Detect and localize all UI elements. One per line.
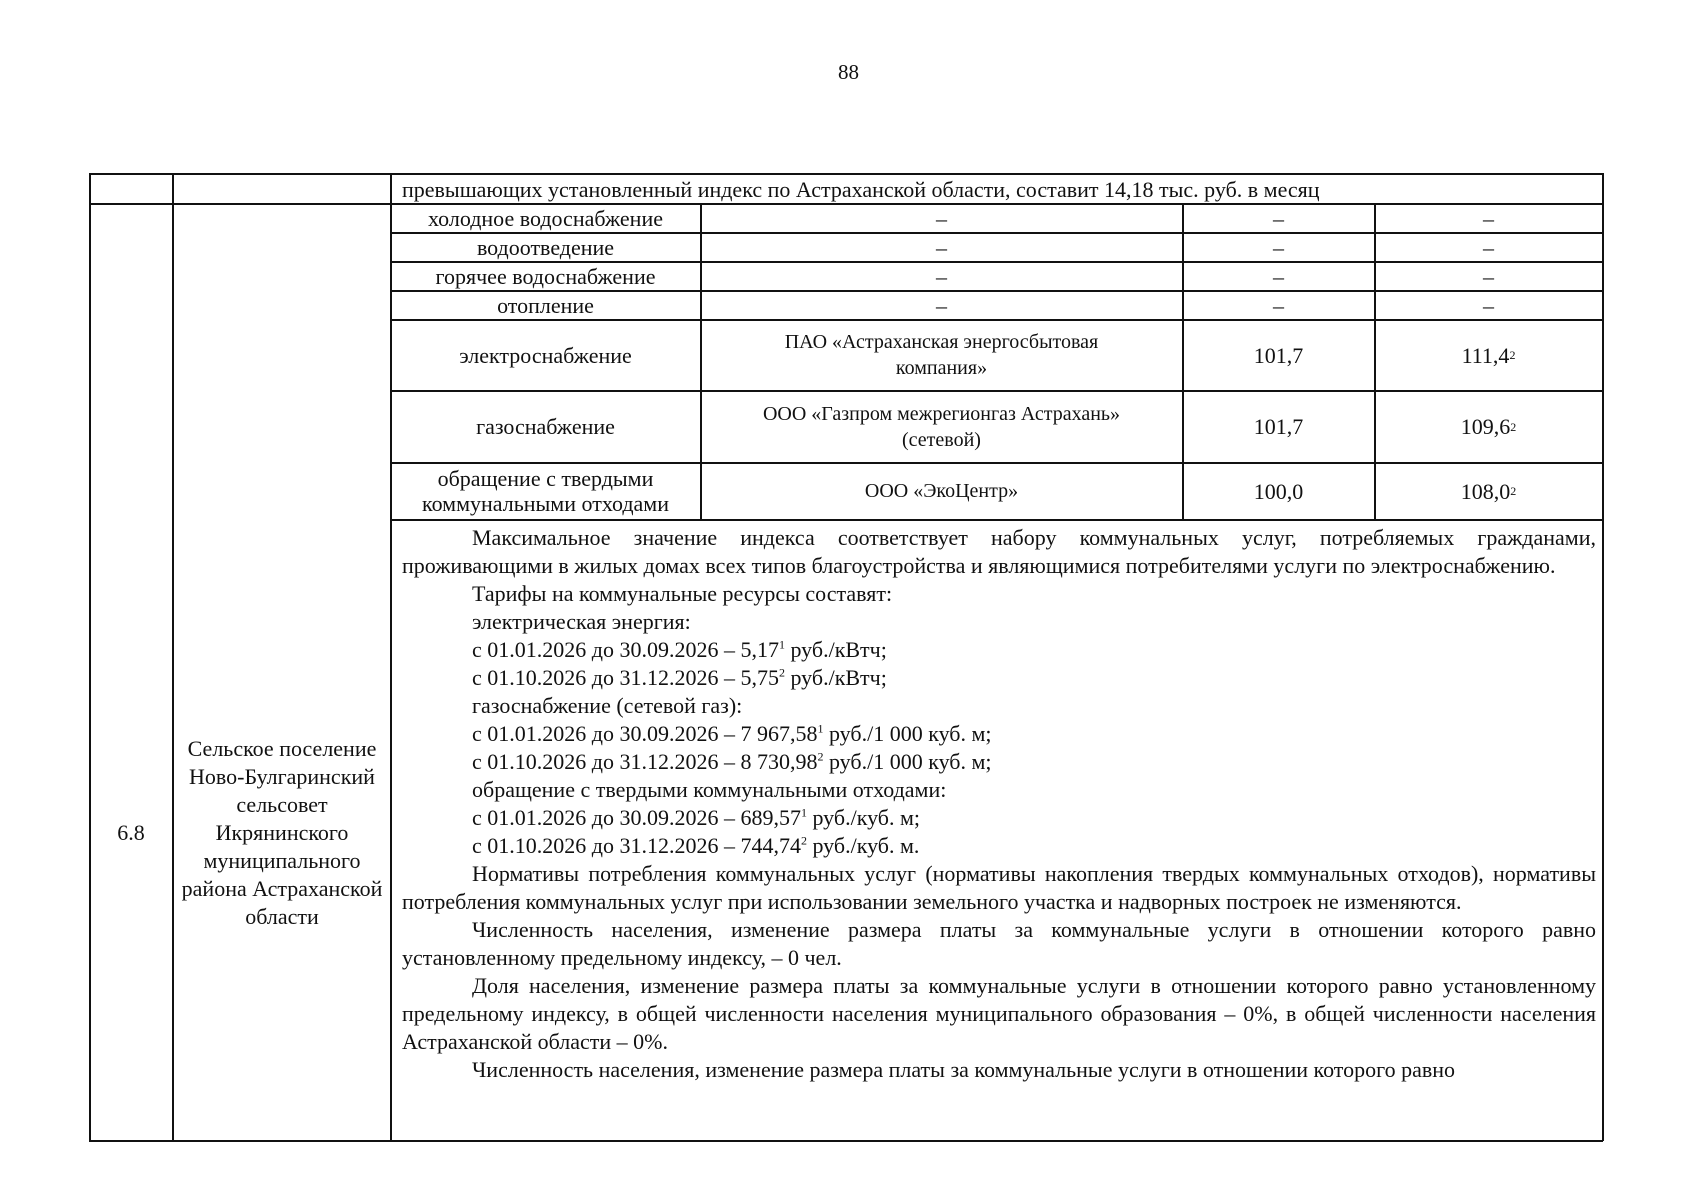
service-provider: – (936, 263, 947, 289)
service-index-1: – (1273, 205, 1284, 231)
tariff-line (402, 832, 1596, 860)
index-value: 109,6 (1460, 414, 1511, 439)
tariff-unit: руб./куб. м. (806, 833, 920, 858)
footnote-mark: 1 (817, 721, 824, 736)
paragraph: Тарифы на коммунальные ресурсы составят: (472, 581, 893, 606)
service-index-2: – (1483, 292, 1494, 318)
description-text (402, 524, 1596, 1084)
tariff-text: с 01.01.2026 до 30.09.2026 – 7 967,58 (472, 721, 818, 746)
tariff-unit: руб./1 000 куб. м; (823, 749, 992, 774)
tariff-unit: руб./куб. м; (806, 805, 921, 830)
service-index-1: – (1273, 292, 1284, 318)
footnote-mark: 2 (800, 833, 807, 848)
tariff-heading: газоснабжение (сетевой газ): (472, 693, 743, 718)
paragraph: Нормативы потребления коммунальных услуг (нормативы накопления твердых коммунальных отходов), нормативы потребления коммунальных услуг при использовании земельного участка и надворных построек не изменяются. (402, 861, 1596, 914)
tariff-line (402, 636, 1596, 664)
municipality-text: Сельское поселение Ново-Булгаринский сельсовет Икрянинского муниципального района Астраханской области (181, 735, 383, 929)
paragraph: Максимальное значение индекса соответствует набору коммунальных услуг, потребляемых гражданами, проживающими в жилых домах всех типов благоустройства и являющимися потребителями услуги по электроснабжению. (402, 525, 1596, 578)
footnote-mark: 1 (800, 805, 807, 820)
municipality-name (173, 524, 391, 1141)
tariff-line (402, 664, 1596, 692)
service-index-1: 101,7 (1253, 342, 1304, 368)
service-name: водоотведение (476, 234, 615, 260)
tariff-text: с 01.01.2026 до 30.09.2026 – 689,57 (472, 805, 801, 830)
continuation-text: превышающих установленный индекс по Астраханской области, составит 14,18 тыс. руб. в месяц (402, 177, 1320, 202)
paragraph: Численность населения, изменение размера платы за коммунальные услуги в отношении которого равно (472, 1057, 1456, 1082)
tariff-text: с 01.10.2026 до 31.12.2026 – 744,74 (472, 833, 801, 858)
service-index-2: 109,6 2 (1460, 414, 1517, 439)
service-index-2: – (1483, 263, 1494, 289)
service-index-2: 108,0 2 (1460, 478, 1517, 504)
service-name: холодное водоснабжение (428, 205, 663, 231)
service-index-1: 101,7 (1253, 414, 1304, 439)
service-provider: ООО «Газпром межрегионгаз Астрахань» (сетевой) (762, 402, 1121, 451)
service-name: газоснабжение (476, 414, 615, 439)
tariff-heading: обращение с твердыми коммунальными отходами: (472, 777, 947, 802)
table-border-top (89, 173, 1603, 175)
tariff-line (402, 720, 1596, 748)
service-name: обращение с твердыми коммунальными отходами (422, 466, 669, 516)
service-provider: ПАО «Астраханская энергосбытовая компания» (784, 331, 1099, 379)
table-border-right (1602, 173, 1604, 1141)
row-code: 6.8 (117, 820, 145, 845)
row-divider (391, 519, 1603, 521)
service-index-2: – (1483, 234, 1494, 260)
index-value: 111,4 (1461, 342, 1510, 368)
footnote-mark: 2 (778, 665, 785, 680)
page-number: 88 (838, 60, 859, 84)
paragraph: Численность населения, изменение размера платы за коммунальные услуги в отношении которого равно установленному предельному индексу, – 0 чел. (402, 917, 1596, 970)
tariff-text: с 01.10.2026 до 31.12.2026 – 5,75 (472, 665, 779, 690)
tariff-unit: руб./1 000 куб. м; (823, 721, 992, 746)
tariff-text: с 01.01.2026 до 30.09.2026 – 5,17 (472, 637, 779, 662)
service-name: электроснабжение (459, 342, 632, 368)
tariff-unit: руб./кВтч; (784, 637, 887, 662)
tariff-unit: руб./кВтч; (784, 665, 887, 690)
service-index-1: – (1273, 263, 1284, 289)
service-index-2: – (1483, 205, 1494, 231)
service-provider: ООО «ЭкоЦентр» (864, 480, 1019, 502)
service-provider: – (936, 292, 947, 318)
index-value: 108,0 (1460, 478, 1511, 504)
service-index-1: 100,0 (1253, 478, 1304, 504)
service-index-1: – (1273, 234, 1284, 260)
footnote-mark: 2 (817, 749, 824, 764)
service-provider: – (936, 234, 947, 260)
tariff-heading: электрическая энергия: (472, 609, 691, 634)
service-provider: – (936, 205, 947, 231)
tariff-table (89, 173, 1603, 1141)
tariff-line (402, 804, 1596, 832)
tariff-text: с 01.10.2026 до 31.12.2026 – 8 730,98 (472, 749, 818, 774)
service-index-2: 111,4 2 (1461, 342, 1516, 368)
service-name: горячее водоснабжение (435, 263, 656, 289)
paragraph: Доля населения, изменение размера платы за коммунальные услуги в отношении которого равно установленному предельному индексу, в общей численности населения муниципального образования – 0%, в общей численности населения Астраханской области – 0%. (402, 973, 1596, 1054)
service-name: отопление (497, 292, 594, 318)
tariff-line (402, 748, 1596, 776)
footnote-mark: 1 (778, 637, 785, 652)
